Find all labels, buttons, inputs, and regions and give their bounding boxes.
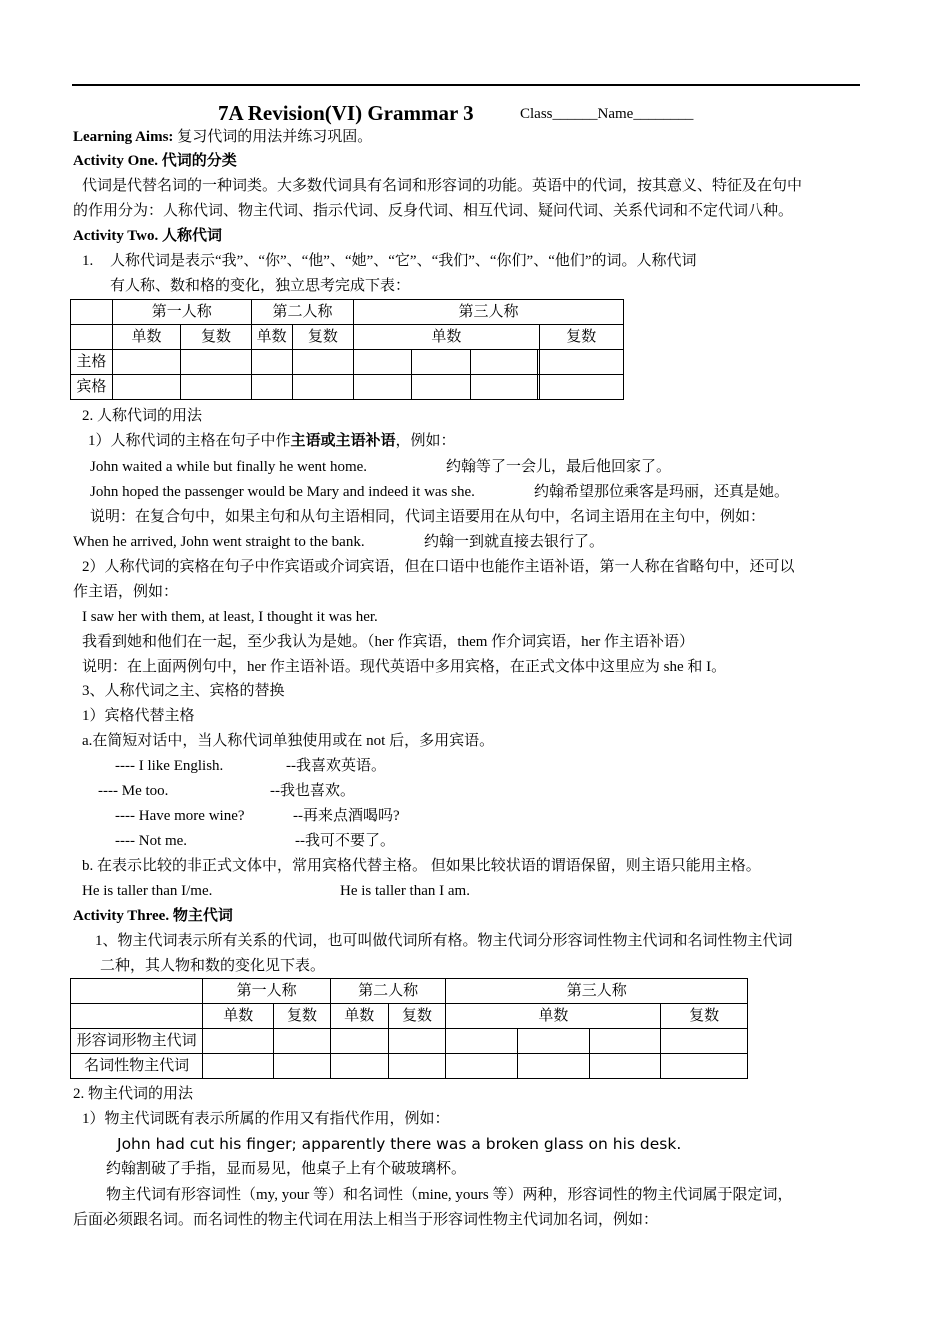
activity-three-line-1: 1、物主代词表示所有关系的代词，也可叫做代词所有格。物主代词分形容词性物主代词和名词性物主代词 bbox=[95, 933, 793, 949]
header-third-person: 第三人称 bbox=[354, 300, 624, 325]
table-cell bbox=[661, 1029, 748, 1054]
table-cell bbox=[330, 1054, 388, 1079]
example-3-cn: 约翰一到就直接去银行了。 bbox=[424, 534, 605, 550]
example-1-cn: 约翰等了一会儿，最后他回家了。 bbox=[446, 459, 672, 475]
possessive-pronoun-table bbox=[70, 978, 748, 1079]
usage-point-2-line-2: 作主语，例如： bbox=[73, 584, 179, 600]
table-cell bbox=[518, 1054, 590, 1079]
table-cell bbox=[181, 350, 252, 375]
personal-pronoun-table bbox=[70, 299, 624, 400]
header-first-person: 第一人称 bbox=[203, 979, 330, 1004]
activity-two-heading: Activity Two. 人称代词 bbox=[73, 228, 223, 244]
table-cell bbox=[471, 375, 537, 400]
aims-text: 复习代词的用法并练习巩固。 bbox=[177, 129, 373, 145]
activity-three-line-2: 二种，其人物和数的变化见下表。 bbox=[100, 958, 326, 974]
table-cell bbox=[589, 1029, 661, 1054]
page-title: 7A Revision(VI) Grammar 3 bbox=[218, 101, 474, 125]
table-cell bbox=[292, 350, 354, 375]
section-3-a: a.在简短对话中，当人称代词单独使用或在 not 后，多用宾语。 bbox=[82, 733, 495, 749]
usage-point-1-text: 1）人称代词的主格在句子中作 bbox=[88, 433, 291, 449]
learning-aims bbox=[73, 127, 372, 147]
top-rule bbox=[72, 84, 860, 86]
subheader-plural: 复数 bbox=[292, 325, 354, 350]
dialog-2-en: ---- Me too. bbox=[98, 783, 169, 799]
possessive-point-2-line-1: 物主代词有形容词性（my, your 等）和名词性（mine, yours 等）两种，形容词性的物主代词属于限定词， bbox=[106, 1187, 793, 1203]
table-cell bbox=[71, 300, 113, 325]
aims-label: Learning Aims: bbox=[73, 129, 174, 145]
usage-point-1-bold: 主语或主语补语 bbox=[290, 433, 396, 449]
table-cell bbox=[251, 350, 292, 375]
example-2-en: John hoped the passenger would be Mary and indeed it was she. bbox=[90, 484, 475, 500]
activity-one-line-2: 的作用分为：人称代词、物主代词、指示代词、反身代词、相互代词、疑问代词、关系代词和不定代词八种。 bbox=[73, 203, 794, 219]
section-3-sub: 1）宾格代替主格 bbox=[82, 708, 195, 724]
table-cell bbox=[71, 325, 113, 350]
table-cell bbox=[471, 350, 537, 375]
table-cell bbox=[411, 350, 471, 375]
table-cell bbox=[330, 1029, 388, 1054]
class-name-line: Class______Name________ bbox=[520, 106, 694, 122]
dialog-4-cn: --我可不要了。 bbox=[295, 833, 395, 849]
table-cell bbox=[274, 1054, 331, 1079]
table-cell bbox=[203, 1054, 274, 1079]
dialog-1-en: ---- I like English. bbox=[115, 758, 224, 774]
usage-point-2-line-1: 2）人称代词的宾格在句子中作宾语或介词宾语，但在口语中也能作主语补语，第一人称在省略句中，还可以 bbox=[82, 559, 795, 575]
example-2-cn: 约翰希望那位乘客是玛丽，还真是她。 bbox=[534, 484, 790, 500]
possessive-point-1: 1）物主代词既有表示所属的作用又有指代作用，例如： bbox=[82, 1111, 450, 1127]
dialog-1-cn: --我喜欢英语。 bbox=[286, 758, 386, 774]
subheader-plural: 复数 bbox=[388, 1004, 446, 1029]
example-4-en: I saw her with them, at least, I thought it was her. bbox=[82, 609, 378, 625]
subheader-plural: 复数 bbox=[274, 1004, 331, 1029]
dialog-4-en: ---- Not me. bbox=[115, 833, 188, 849]
possessive-example-en: John had cut his finger; apparently there was a broken glass on his desk. bbox=[117, 1135, 682, 1153]
table-cell bbox=[539, 350, 623, 375]
comparison-1: He is taller than I/me. bbox=[82, 883, 213, 899]
possessive-point-2-line-2: 后面必须跟名词。而名词性的物主代词在用法上相当于形容词性物主代词加名词，例如： bbox=[73, 1212, 659, 1228]
subheader-singular: 单数 bbox=[354, 325, 539, 350]
dialog-3-en: ---- Have more wine? bbox=[115, 808, 245, 824]
row-label-objective: 宾格 bbox=[71, 375, 113, 400]
header-first-person: 第一人称 bbox=[112, 300, 251, 325]
table-cell bbox=[274, 1029, 331, 1054]
table-cell bbox=[388, 1029, 446, 1054]
note-1: 说明：在复合句中，如果主句和从句主语相同，代词主语要用在从句中，名词主语用在主句中，例如： bbox=[90, 509, 766, 525]
subheader-singular: 单数 bbox=[203, 1004, 274, 1029]
table-cell bbox=[354, 350, 412, 375]
usage-point-1 bbox=[88, 431, 456, 451]
possessive-usage-title: 2. 物主代词的用法 bbox=[73, 1086, 194, 1102]
subheader-plural: 复数 bbox=[661, 1004, 748, 1029]
dialog-3-cn: --再来点酒喝吗? bbox=[293, 808, 400, 824]
item-number: 1. bbox=[82, 253, 94, 269]
usage-point-1-end: ，例如： bbox=[395, 433, 456, 449]
section-3-title: 3、人称代词之主、宾格的替换 bbox=[82, 683, 285, 699]
table-cell bbox=[446, 1054, 518, 1079]
subheader-plural: 复数 bbox=[539, 325, 623, 350]
subheader-singular: 单数 bbox=[446, 1004, 661, 1029]
table-cell bbox=[388, 1054, 446, 1079]
header-second-person: 第二人称 bbox=[251, 300, 353, 325]
table-cell bbox=[112, 350, 181, 375]
header-third-person: 第三人称 bbox=[446, 979, 748, 1004]
table-cell bbox=[354, 375, 412, 400]
table-cell bbox=[71, 1004, 203, 1029]
example-4-cn: 我看到她和他们在一起，至少我认为是她。（her 作宾语，them 作介词宾语，her 作主语补语） bbox=[82, 634, 695, 650]
activity-two-line-2: 有人称、数和格的变化，独立思考完成下表： bbox=[110, 278, 411, 294]
activity-one-line-1: 代词是代替名词的一种词类。大多数代词具有名词和形容词的功能。英语中的代词，按其意义、特征及在句中 bbox=[82, 178, 803, 194]
row-label-adjective-possessive: 形容词形物主代词 bbox=[71, 1029, 203, 1054]
note-2: 说明：在上面两例句中，her 作主语补语。现代英语中多用宾格，在正式文体中这里应为 she 和 I。 bbox=[82, 659, 727, 675]
table-cell bbox=[203, 1029, 274, 1054]
dialog-2-cn: --我也喜欢。 bbox=[270, 783, 355, 799]
table-cell bbox=[181, 375, 252, 400]
pronoun-usage-title: 2. 人称代词的用法 bbox=[82, 408, 203, 424]
table-cell bbox=[292, 375, 354, 400]
table-cell bbox=[661, 1054, 748, 1079]
example-1-en: John waited a while but finally he went home. bbox=[90, 459, 368, 475]
table-cell bbox=[518, 1029, 590, 1054]
header-second-person: 第二人称 bbox=[330, 979, 446, 1004]
section-3-b: b. 在表示比较的非正式文体中，常用宾格代替主格。 但如果比较状语的谓语保留，则主语只能用主格。 bbox=[82, 858, 761, 874]
row-label-nominative: 主格 bbox=[71, 350, 113, 375]
activity-three-heading: Activity Three. 物主代词 bbox=[73, 908, 233, 924]
table-cell bbox=[112, 375, 181, 400]
table-cell bbox=[589, 1054, 661, 1079]
subheader-singular: 单数 bbox=[330, 1004, 388, 1029]
comparison-2: He is taller than I am. bbox=[340, 883, 470, 899]
subheader-singular: 单数 bbox=[112, 325, 181, 350]
table-cell bbox=[411, 375, 471, 400]
subheader-singular: 单数 bbox=[251, 325, 292, 350]
row-label-noun-possessive: 名词性物主代词 bbox=[71, 1054, 203, 1079]
table-cell bbox=[446, 1029, 518, 1054]
activity-one-heading: Activity One. 代词的分类 bbox=[73, 153, 237, 169]
table-cell bbox=[539, 375, 623, 400]
subheader-plural: 复数 bbox=[181, 325, 252, 350]
example-3-en: When he arrived, John went straight to the bank. bbox=[73, 534, 365, 550]
activity-two-line-1: 人称代词是表示“我”、“你”、“他”、“她”、“它”、“我们”、“你们”、“他们”的词。人称代词 bbox=[110, 253, 697, 269]
possessive-example-cn: 约翰割破了手指，显而易见，他桌子上有个破玻璃杯。 bbox=[106, 1161, 467, 1177]
table-cell bbox=[251, 375, 292, 400]
table-cell bbox=[71, 979, 203, 1004]
